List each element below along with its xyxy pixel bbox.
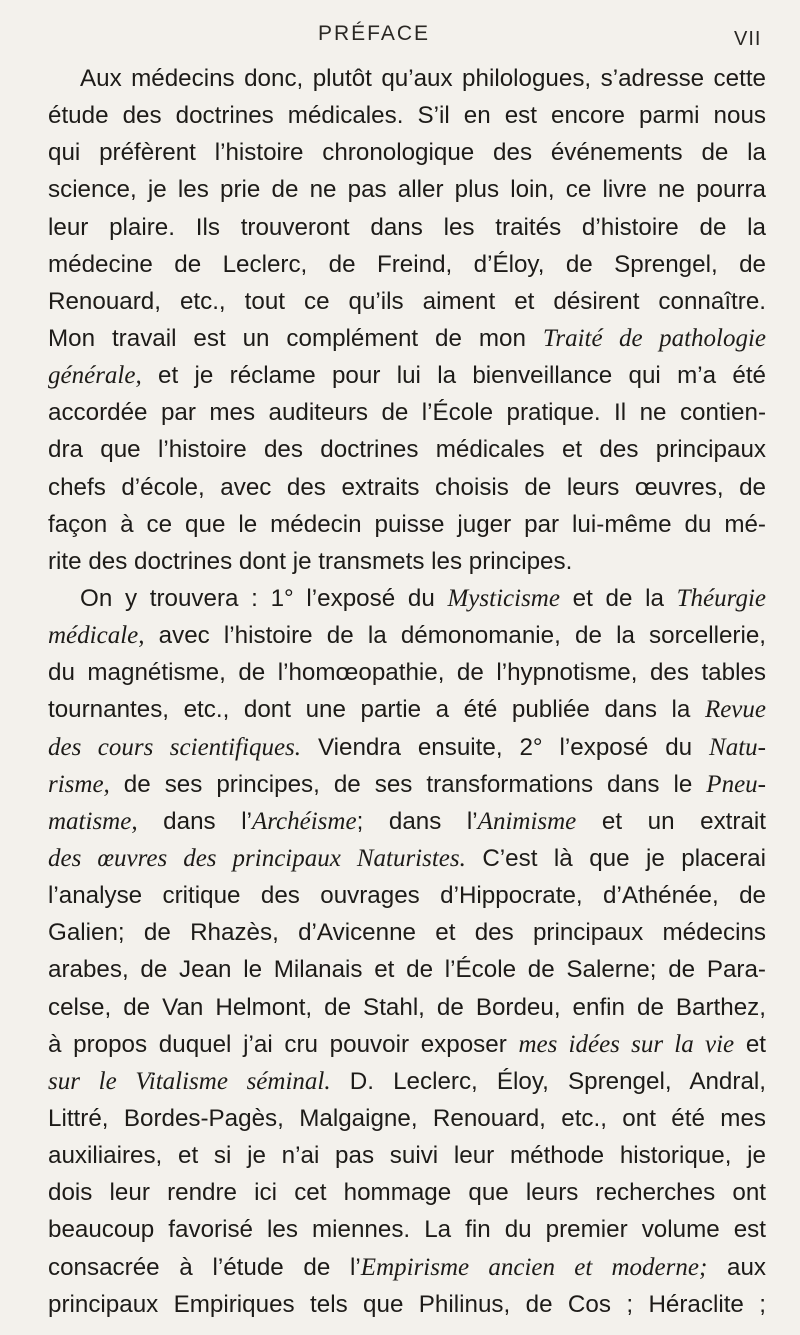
text-run: Galien; de Rhazès, d’Avicenne et des principaux médecins — [48, 919, 766, 947]
text-run: Renouard, etc., tout ce qu’ils aiment et désirent connaître. — [48, 287, 766, 315]
text-line — [48, 431, 766, 468]
text-line — [48, 469, 766, 506]
text-run: dra que l’histoire des doctrines médicales et des principaux — [48, 436, 766, 464]
italic-text: Théurgie — [676, 584, 766, 612]
text-run: façon à ce que le médecin puisse juger par lui-même du mé- — [48, 510, 766, 538]
text-run: arabes, de Jean le Milanais et de l’École de Salerne; de Para- — [48, 956, 766, 984]
text-run: Aux médecins donc, plutôt qu’aux philologues, s’adresse cette — [80, 65, 766, 92]
text-line — [48, 357, 766, 394]
italic-text: Animisme — [477, 807, 577, 835]
text-run: Viendra ensuite, 2° l’exposé du — [301, 733, 710, 761]
text-line — [48, 1026, 766, 1063]
text-line — [48, 246, 766, 283]
text-line — [48, 914, 766, 951]
text-line — [48, 691, 766, 728]
text-line — [48, 580, 766, 617]
text-run: étude des doctrines médicales. S’il en est encore parmi nous — [48, 102, 766, 130]
text-line — [48, 543, 766, 580]
body-text — [48, 60, 766, 1323]
text-run: ; dans l’ — [356, 807, 478, 835]
italic-text: mes idées sur la vie — [518, 1030, 735, 1058]
text-run: dois leur rendre ici cet hommage que leurs recherches ont — [48, 1179, 766, 1207]
italic-text: des cours scientifiques. — [48, 733, 302, 761]
text-run: On y trouvera : 1° l’exposé du — [80, 584, 448, 612]
text-run: qui préfèrent l’histoire chronologique des événements de la — [48, 139, 766, 167]
text-run: D. Leclerc, Éloy, Sprengel, Andral, — [330, 1067, 766, 1095]
italic-text: Natu- — [709, 733, 766, 761]
text-run: l’analyse critique des ouvrages d’Hippocrate, d’Athénée, de — [48, 882, 766, 910]
text-run: C’est là que je placerai — [465, 844, 766, 872]
text-line — [48, 283, 766, 320]
text-line — [48, 1174, 766, 1211]
italic-text: matisme, — [48, 807, 138, 835]
text-run: dans l’ — [137, 807, 252, 835]
text-run: auxiliaires, et si je n’ai pas suivi leur méthode historique, je — [48, 1142, 766, 1170]
text-line — [48, 951, 766, 988]
italic-text: Traité de pathologie — [542, 324, 767, 352]
text-run: tournantes, etc., dont une partie a été publiée dans la — [48, 696, 705, 724]
text-line — [48, 1137, 766, 1174]
text-line — [48, 209, 766, 246]
text-run: principaux Empiriques tels que Philinus, de Cos ; Héraclite ; — [48, 1290, 766, 1318]
text-run: consacrée à l’étude de l’ — [48, 1253, 361, 1281]
text-line — [48, 617, 766, 654]
italic-text: Revue — [704, 696, 766, 724]
text-run: Mon travail est un complément de mon — [48, 324, 543, 352]
text-run: chefs d’école, avec des extraits choisis de leurs œuvres, de — [48, 473, 766, 501]
italic-text: des œuvres des principaux Naturistes. — [48, 844, 466, 872]
italic-text: sur le Vitalisme séminal. — [48, 1067, 331, 1095]
text-line — [48, 97, 766, 134]
italic-text: Empirisme ancien et moderne; — [360, 1253, 708, 1281]
text-run: du magnétisme, de l’homœopathie, de l’hypnotisme, des tables — [48, 659, 766, 687]
text-run: accordée par mes auditeurs de l’École pratique. Il ne contien- — [48, 399, 766, 427]
italic-text: générale, — [48, 362, 142, 390]
text-line — [48, 1211, 766, 1248]
text-run: médecine de Leclerc, de Freind, d’Éloy, de Sprengel, de — [48, 250, 766, 278]
text-line — [48, 1063, 766, 1100]
italic-text: Pneu- — [706, 770, 766, 798]
text-run: science, je les prie de ne pas aller plus loin, ce livre ne pourra — [48, 176, 766, 204]
text-run: de ses principes, de ses transformations dans le — [109, 770, 707, 798]
running-title: PRÉFACE — [318, 22, 431, 45]
text-line — [48, 1249, 766, 1286]
text-line — [48, 60, 766, 97]
text-run: rite des doctrines dont je transmets les principes. — [48, 547, 573, 575]
text-run: et un extrait — [576, 807, 767, 835]
text-line — [48, 840, 766, 877]
text-line — [48, 394, 766, 431]
text-run: celse, de Van Helmont, de Stahl, de Bordeu, enfin de Barthez, — [48, 993, 766, 1021]
text-line — [48, 171, 766, 208]
text-run: à propos duquel j’ai cru pouvoir exposer — [48, 1030, 519, 1058]
running-head — [0, 20, 800, 52]
italic-text: Archéisme — [251, 807, 357, 835]
page-number: VII — [734, 28, 762, 50]
text-line — [48, 1100, 766, 1137]
text-line — [48, 989, 766, 1026]
text-run: avec l’histoire de la démonomanie, de la sorcellerie, — [144, 622, 766, 650]
text-line — [48, 134, 766, 171]
italic-text: médicale, — [48, 622, 145, 650]
text-run: leur plaire. Ils trouveront dans les traités d’histoire de la — [48, 213, 766, 241]
italic-text: risme, — [48, 770, 110, 798]
text-line — [48, 766, 766, 803]
text-run: beaucoup favorisé les miennes. La fin du premier volume est — [48, 1216, 766, 1244]
text-line — [48, 877, 766, 914]
text-run: et de la — [559, 584, 677, 612]
italic-text: Mysticisme — [447, 584, 560, 612]
text-line — [48, 729, 766, 766]
text-run: Littré, Bordes-Pagès, Malgaigne, Renouard, etc., ont été mes — [48, 1104, 766, 1132]
text-line — [48, 506, 766, 543]
text-run: et — [734, 1030, 766, 1058]
text-line — [48, 1286, 766, 1323]
text-line — [48, 803, 766, 840]
text-line — [48, 654, 766, 691]
text-run: et je réclame pour lui la bienveillance qui m’a été — [141, 362, 766, 390]
text-run: aux — [707, 1253, 767, 1281]
text-line — [48, 320, 766, 357]
